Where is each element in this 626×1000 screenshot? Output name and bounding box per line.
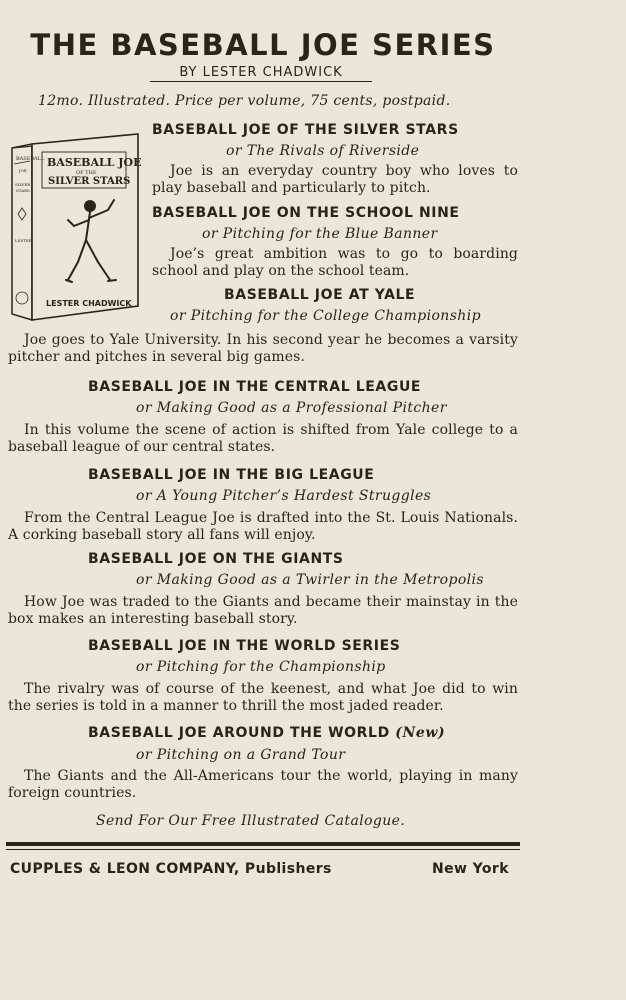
publisher-name: CUPPLES & LEON COMPANY, Publishers — [10, 861, 332, 877]
svg-text:BASEBALL: BASEBALL — [16, 156, 45, 162]
book-cover-illustration — [10, 130, 142, 324]
book-2-subtitle: or Pitching for the Blue Banner — [202, 226, 438, 242]
price-line: 12mo. Illustrated. Price per volume, 75 cents, postpaid. — [38, 93, 451, 109]
svg-text:LESTER: LESTER — [15, 238, 32, 243]
book-1-title: BASEBALL JOE OF THE SILVER STARS — [152, 122, 459, 138]
svg-text:SILVER: SILVER — [15, 182, 31, 187]
book-3-title: BASEBALL JOE AT YALE — [224, 287, 416, 303]
svg-text:JOE: JOE — [19, 168, 27, 173]
svg-text:STARS: STARS — [16, 188, 30, 193]
book-7-description: The rivalry was of course of the keenest, and what Joe did to win the series is told in a manner to thrill the most jaded reader. — [8, 681, 518, 714]
svg-text:BASEBALL JOE: BASEBALL JOE — [47, 156, 142, 169]
publisher-city: New York — [432, 861, 509, 877]
svg-text:LESTER CHADWICK: LESTER CHADWICK — [46, 299, 132, 308]
book-2-title: BASEBALL JOE ON THE SCHOOL NINE — [152, 205, 460, 221]
book-cover-icon — [10, 130, 142, 324]
book-7-title: BASEBALL JOE IN THE WORLD SERIES — [88, 638, 401, 654]
footer-rule-thin — [6, 849, 520, 850]
book-1-description: Joe is an everyday country boy who loves to play baseball and particularly to pitch. — [152, 163, 518, 196]
book-8-description: The Giants and the All-Americans tour the world, playing in many foreign countries. — [8, 768, 518, 801]
book-3-subtitle: or Pitching for the College Championship — [170, 308, 481, 324]
author-byline: BY LESTER CHADWICK — [150, 65, 372, 82]
series-title: THE BASEBALL JOE SERIES — [30, 28, 496, 62]
book-4-title: BASEBALL JOE IN THE CENTRAL LEAGUE — [88, 379, 422, 395]
book-5-subtitle: or A Young Pitcher’s Hardest Struggles — [136, 488, 432, 504]
book-3-description: Joe goes to Yale University. In his second year he becomes a varsity pitcher and pitches in several big games. — [8, 332, 518, 365]
catalogue-offer: Send For Our Free Illustrated Catalogue. — [96, 813, 406, 829]
book-8-title-row — [88, 724, 445, 742]
book-6-description: How Joe was traded to the Giants and became their mainstay in the box makes an interesting baseball story. — [8, 594, 518, 627]
book-4-description: In this volume the scene of action is shifted from Yale college to a baseball league of our central states. — [8, 422, 518, 455]
svg-text:SILVER STARS: SILVER STARS — [48, 176, 131, 187]
book-5-title: BASEBALL JOE IN THE BIG LEAGUE — [88, 467, 375, 483]
book-8-subtitle: or Pitching on a Grand Tour — [136, 747, 346, 763]
book-1-subtitle: or The Rivals of Riverside — [226, 143, 420, 159]
new-badge: (New) — [395, 725, 446, 741]
book-7-subtitle: or Pitching for the Championship — [136, 659, 386, 675]
svg-text:OF THE: OF THE — [76, 170, 97, 176]
book-5-description: From the Central League Joe is drafted into the St. Louis Nationals. A corking baseball story all fans will enjoy. — [8, 510, 518, 543]
book-6-subtitle: or Making Good as a Twirler in the Metropolis — [136, 572, 484, 588]
book-8-title: BASEBALL JOE AROUND THE WORLD — [88, 725, 390, 741]
book-2-description: Joe’s great ambition was to go to boarding school and play on the school team. — [152, 246, 518, 279]
book-6-title: BASEBALL JOE ON THE GIANTS — [88, 551, 344, 567]
footer-rule-thick — [6, 842, 520, 846]
book-4-subtitle: or Making Good as a Professional Pitcher — [136, 400, 447, 416]
